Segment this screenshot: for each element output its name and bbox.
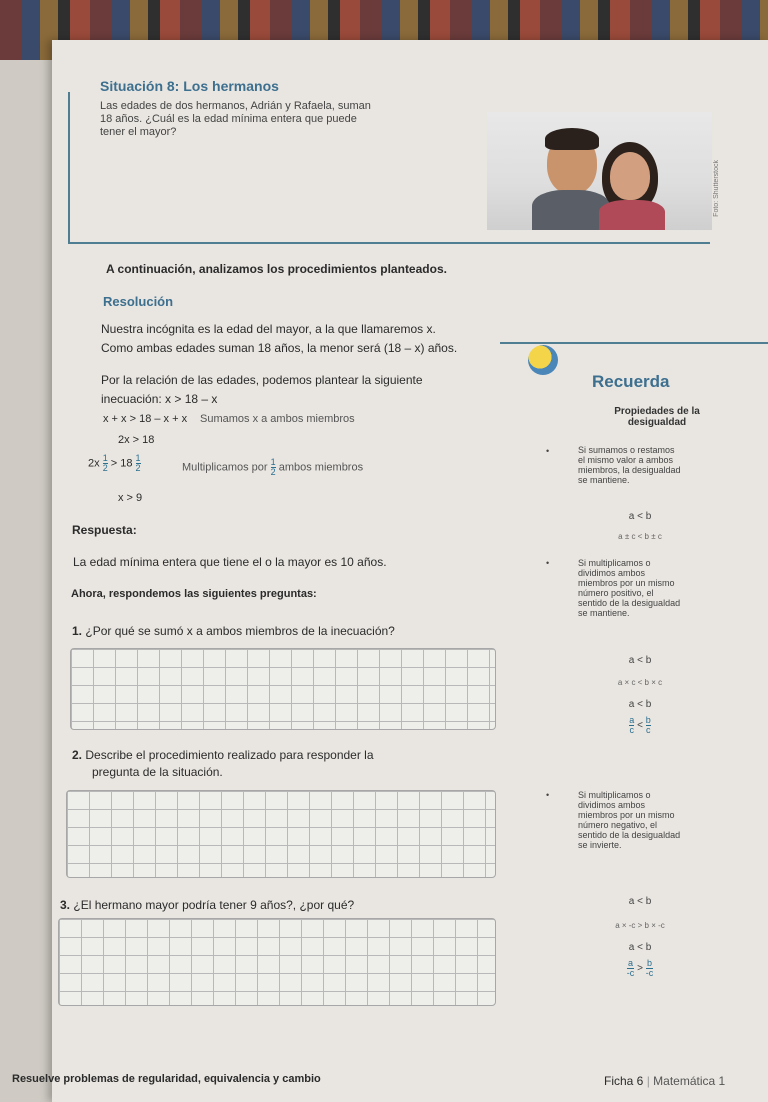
girl-shirt	[599, 200, 665, 230]
fraction-one-half: $\frac{1}{2}$	[270, 457, 276, 477]
recuerda-divider	[500, 342, 768, 344]
resolution-paragraph: Como ambas edades suman 18 años, la menor será (18 – x) años.	[101, 341, 458, 355]
answer-grid-1[interactable]	[70, 648, 496, 730]
property-3: Si multiplicamos o dividimos ambos miembros por un mismo número negativo, el sentido de la desigualdad se invierte.	[578, 790, 681, 850]
fraction-inequality-positive: $\frac{a}{c}$ < $\frac{b}{c}$	[629, 715, 651, 735]
math-step-1: x + x > 18 – x + x	[103, 413, 188, 425]
photo-credit: Foto: Shutterstock	[713, 160, 720, 217]
bullet-icon: •	[546, 446, 550, 456]
question-2: 2. Describe el procedimiento realizado para responder la	[72, 748, 374, 762]
property-1: Si sumamos o restamos el mismo valor a ambos miembros, la desigualdad se mantiene.	[578, 445, 681, 485]
footer-ficha: Ficha 6 | Matemática 1	[604, 1074, 726, 1088]
fraction-one-half: $\frac{1}{2}$	[135, 453, 141, 473]
property-2-math: a < b a × c < b × c a < b $\frac{a}{c}$ < $\frac{b}{c}$	[590, 655, 690, 735]
answer-label: Respuesta:	[72, 523, 137, 537]
situation-text	[100, 100, 500, 139]
situation-line: Las edades de dos hermanos, Adrián y Rafaela, suman	[100, 100, 371, 112]
answer-text: La edad mínima entera que tiene el o la mayor es 10 años.	[73, 555, 387, 569]
siblings-photo	[487, 112, 712, 230]
math-step-3-left: 2x	[88, 457, 100, 470]
girl-figure	[610, 152, 650, 200]
answer-grid-3[interactable]	[58, 918, 496, 1006]
answer-grid-2[interactable]	[66, 790, 496, 878]
resolution-paragraph: Nuestra incógnita es la edad del mayor, a la que llamaremos x.	[101, 322, 436, 336]
math-step-1-note: Sumamos x a ambos miembros	[200, 413, 355, 425]
fraction-one-half: $\frac{1}{2}$	[102, 453, 108, 473]
math-step-3	[88, 454, 141, 473]
math-step-3-note: Multiplicamos por $\frac{1}{2}$ ambos miembros	[182, 457, 364, 477]
situation-title: Situación 8: Los hermanos	[100, 78, 279, 94]
intro-text: A continuación, analizamos los procedimientos planteados.	[106, 262, 447, 276]
bullet-icon: •	[546, 558, 550, 568]
resolution-paragraph: inecuación: x > 18 – x	[101, 392, 218, 406]
boy-hair	[545, 128, 599, 150]
situation-line: tener el mayor?	[100, 126, 177, 138]
lightbulb-icon	[528, 345, 558, 375]
math-step-2: 2x > 18	[118, 434, 155, 446]
question-1: 1. ¿Por qué se sumó x a ambos miembros de la inecuación?	[72, 624, 395, 638]
fraction-inequality-negative: $\frac{a}{-c}$ > $\frac{b}{-c}$	[626, 958, 654, 978]
footer-competency: Resuelve problemas de regularidad, equivalencia y cambio	[12, 1073, 321, 1085]
question-2-continuation: pregunta de la situación.	[92, 765, 223, 779]
recuerda-title: Recuerda	[592, 372, 670, 391]
math-step-4: x > 9	[118, 492, 143, 504]
property-2: Si multiplicamos o dividimos ambos miembros por un mismo número positivo, el sentido de la desigualdad se mantiene.	[578, 558, 681, 618]
resolution-paragraph: Por la relación de las edades, podemos plantear la siguiente	[101, 373, 423, 387]
bullet-icon: •	[546, 790, 550, 800]
property-1-math: a < b a ± c < b ± c	[618, 511, 662, 541]
properties-title: Propiedades de la desigualdad	[614, 406, 700, 428]
math-step-3-mid: > 18	[110, 457, 133, 470]
situation-line: 18 años. ¿Cuál es la edad mínima entera que puede	[100, 113, 357, 125]
resolution-title: Resolución	[103, 294, 174, 309]
property-3-math: a < b a × -c > b × -c a < b $\frac{a}{-c}$ > $\frac{b}{-c}$	[590, 896, 690, 978]
question-3: 3. ¿El hermano mayor podría tener 9 años?, ¿por qué?	[60, 898, 355, 912]
questions-intro: Ahora, respondemos las siguientes preguntas:	[71, 588, 317, 600]
